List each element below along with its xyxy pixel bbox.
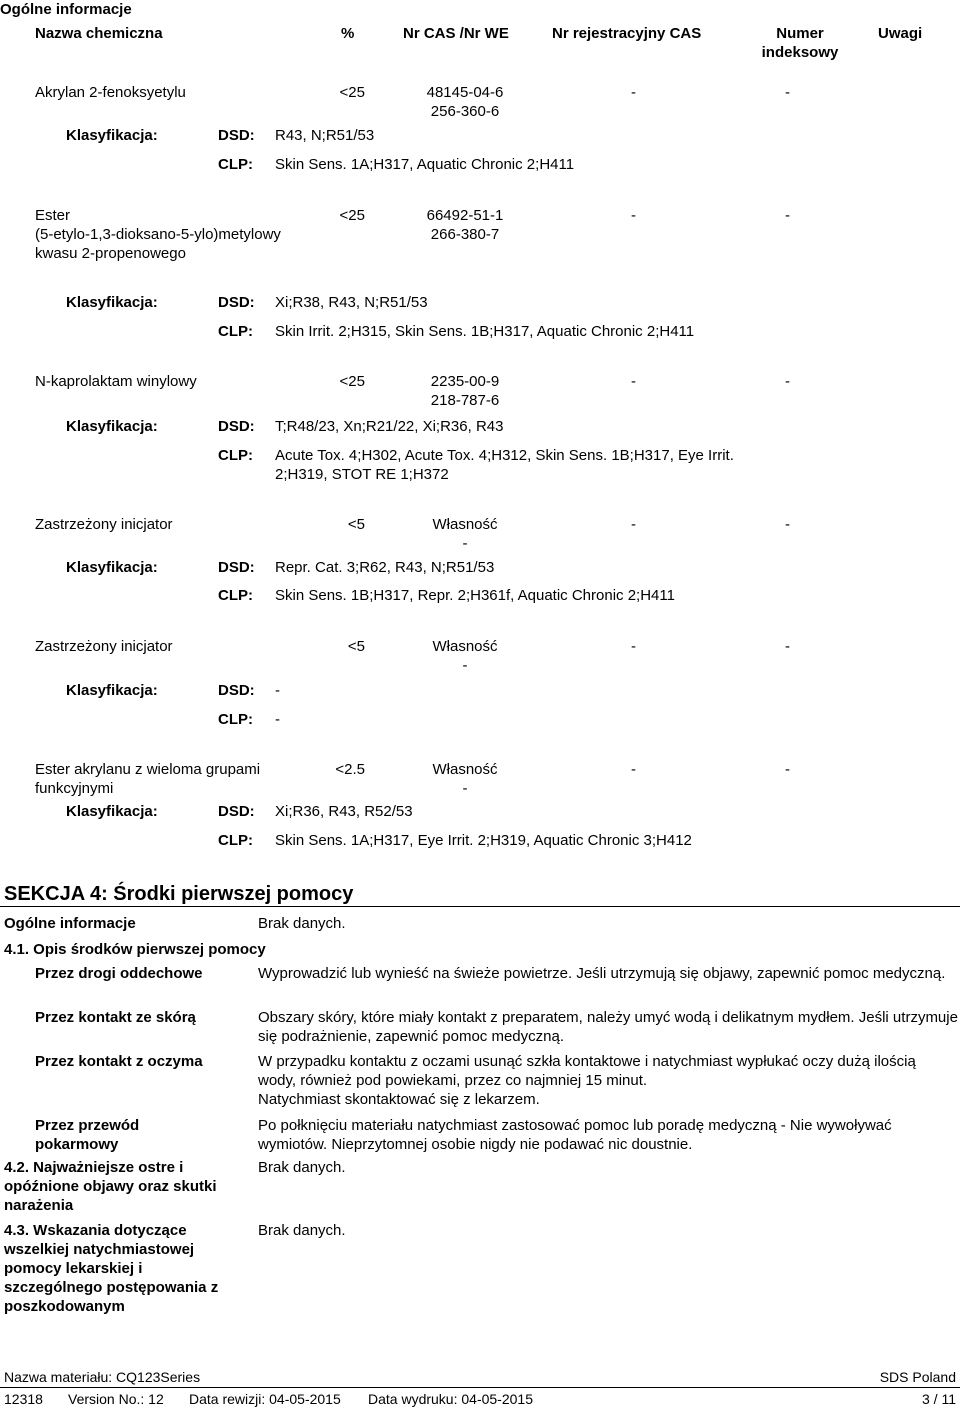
component-cas-we bbox=[420, 760, 510, 798]
component-name bbox=[35, 83, 186, 102]
clp-label: CLP: bbox=[218, 711, 253, 728]
first-aid-route-label-line: Przez drogi oddechowe bbox=[35, 965, 203, 982]
dsd-label: DSD: bbox=[218, 803, 255, 820]
dsd-value: R43, N;R51/53 bbox=[275, 127, 375, 144]
component-percent: <2.5 bbox=[335, 761, 365, 778]
component-reg-number: - bbox=[631, 84, 636, 101]
col-header-notes: Uwagi bbox=[878, 25, 923, 42]
component-cas-we bbox=[420, 515, 510, 553]
section-heading-general: Ogólne informacje bbox=[0, 1, 132, 18]
component-id-line: 2235-00-9 bbox=[430, 373, 500, 390]
col-header-index-line2: indeksowy bbox=[761, 44, 839, 61]
component-id-line: 48145-04-6 bbox=[426, 84, 504, 101]
component-name-line: funkcyjnymi bbox=[35, 780, 114, 797]
first-aid-instruction-text: W przypadku kontaktu z oczami usunąć szkła kontaktowe i natychmiast wypłukać oczy dużą ilością wody, również pod powiekami, przez co najmniej 15 minut. bbox=[258, 1053, 916, 1089]
col-header-index-line1: Numer bbox=[776, 25, 824, 42]
component-id-line: - bbox=[462, 657, 468, 674]
first-aid-route-label-line: Przez kontakt z oczyma bbox=[35, 1053, 203, 1070]
classification-label: Klasyfikacja: bbox=[66, 418, 158, 435]
component-index-number: - bbox=[785, 638, 790, 655]
component-cas-we bbox=[420, 83, 510, 121]
component-name bbox=[35, 637, 173, 656]
clp-value-line: - bbox=[275, 711, 280, 728]
dsd-value: Xi;R38, R43, N;R51/53 bbox=[275, 294, 428, 311]
component-percent: <5 bbox=[347, 638, 365, 655]
subsection-4-3-line: wszelkiej natychmiastowej bbox=[4, 1241, 195, 1258]
section-divider bbox=[0, 906, 960, 907]
subsection-4-2-line: narażenia bbox=[4, 1197, 74, 1214]
first-aid-route-label bbox=[35, 1052, 203, 1071]
component-name-line: Zastrzeżony inicjator bbox=[35, 516, 173, 533]
dsd-label: DSD: bbox=[218, 294, 255, 311]
subsection-4-2 bbox=[4, 1158, 217, 1215]
clp-value-line: Skin Sens. 1B;H317, Repr. 2;H361f, Aquatic Chronic 2;H411 bbox=[275, 587, 675, 604]
first-aid-instruction-text: Obszary skóry, które miały kontakt z preparatem, należy umyć wodą i delikatnym mydłem. Jeśli utrzymuje się podrażnienie, zapewnić pomoc medyczną. bbox=[258, 1009, 958, 1045]
clp-label: CLP: bbox=[218, 587, 253, 604]
component-reg-number: - bbox=[631, 761, 636, 778]
component-name-line: Ester bbox=[35, 207, 71, 224]
section-4-title: SEKCJA 4: Środki pierwszej pomocy bbox=[4, 883, 354, 905]
clp-label: CLP: bbox=[218, 156, 253, 173]
clp-value-line: Skin Sens. 1A;H317, Eye Irrit. 2;H319, Aquatic Chronic 3;H412 bbox=[275, 832, 692, 849]
component-percent: <25 bbox=[339, 207, 365, 224]
subsection-4-2-value: Brak danych. bbox=[258, 1159, 346, 1176]
footer-sds-label: SDS Poland bbox=[879, 1369, 956, 1385]
dsd-label: DSD: bbox=[218, 127, 255, 144]
component-id-line: - bbox=[462, 535, 468, 552]
first-aid-instruction bbox=[258, 964, 958, 983]
subsection-4-3-line: poszkodowanym bbox=[4, 1298, 125, 1315]
clp-value bbox=[275, 155, 574, 174]
col-header-index bbox=[745, 24, 855, 62]
general-info-value: Brak danych. bbox=[258, 915, 346, 932]
subsection-4-3-line: szczególnego postępowania z bbox=[4, 1279, 219, 1296]
component-percent: <25 bbox=[339, 373, 365, 390]
clp-value-line: 2;H319, STOT RE 1;H372 bbox=[275, 466, 449, 483]
component-id-line: 256-360-6 bbox=[430, 103, 500, 120]
component-name-line: kwasu 2-propenowego bbox=[35, 245, 186, 262]
subsection-4-1: 4.1. Opis środków pierwszej pomocy bbox=[4, 941, 266, 958]
component-id-line: 66492-51-1 bbox=[426, 207, 504, 224]
classification-label: Klasyfikacja: bbox=[66, 803, 158, 820]
component-index-number: - bbox=[785, 373, 790, 390]
clp-value bbox=[275, 446, 734, 484]
clp-value bbox=[275, 831, 692, 850]
classification-label: Klasyfikacja: bbox=[66, 682, 158, 699]
clp-label: CLP: bbox=[218, 447, 253, 464]
component-index-number: - bbox=[785, 84, 790, 101]
dsd-label: DSD: bbox=[218, 418, 255, 435]
component-index-number: - bbox=[785, 207, 790, 224]
component-percent: <5 bbox=[347, 516, 365, 533]
component-cas-we bbox=[420, 206, 510, 244]
clp-label: CLP: bbox=[218, 832, 253, 849]
dsd-label: DSD: bbox=[218, 559, 255, 576]
first-aid-instruction-text: Natychmiast skontaktować się z lekarzem. bbox=[258, 1091, 540, 1108]
col-header-registration: Nr rejestracyjny CAS bbox=[552, 25, 702, 42]
footer-material-name: Nazwa materiału: CQ123Series bbox=[4, 1369, 201, 1385]
clp-value-line: Skin Irrit. 2;H315, Skin Sens. 1B;H317, Aquatic Chronic 2;H411 bbox=[275, 323, 695, 340]
first-aid-route-label bbox=[35, 964, 203, 983]
subsection-4-3-value: Brak danych. bbox=[258, 1222, 346, 1239]
dsd-value: Xi;R36, R43, R52/53 bbox=[275, 803, 413, 820]
dsd-value: T;R48/23, Xn;R21/22, Xi;R36, R43 bbox=[275, 418, 504, 435]
subsection-4-3-line: pomocy lekarskiej i bbox=[4, 1260, 143, 1277]
component-id-line: 266-380-7 bbox=[430, 226, 500, 243]
component-cas-we bbox=[420, 637, 510, 675]
component-id-line: Własność bbox=[432, 761, 498, 778]
first-aid-route-label-line: pokarmowy bbox=[35, 1136, 119, 1153]
first-aid-instruction bbox=[258, 1008, 958, 1046]
clp-value bbox=[275, 586, 675, 605]
clp-label: CLP: bbox=[218, 323, 253, 340]
classification-label: Klasyfikacja: bbox=[66, 127, 158, 144]
component-id-line: - bbox=[462, 780, 468, 797]
first-aid-instruction-text: Po połknięciu materiału natychmiast zastosować pomoc lub poradę medyczną - Nie wywoływać wymiotów. Nieprzytomnej osobie nigdy nie podawać nic doustnie. bbox=[258, 1117, 892, 1153]
component-name-line: Ester akrylanu z wieloma grupami bbox=[35, 761, 261, 778]
component-name-line: Zastrzeżony inicjator bbox=[35, 638, 173, 655]
dsd-label: DSD: bbox=[218, 682, 255, 699]
component-reg-number: - bbox=[631, 373, 636, 390]
component-id-line: Własność bbox=[432, 638, 498, 655]
footer-number: 12318 bbox=[4, 1391, 43, 1407]
component-id-line: 218-787-6 bbox=[430, 392, 500, 409]
first-aid-instruction-text: Wyprowadzić lub wynieść na świeże powietrze. Jeśli utrzymują się objawy, zapewnić pomoc medyczną. bbox=[258, 965, 946, 982]
component-reg-number: - bbox=[631, 516, 636, 533]
subsection-4-3 bbox=[4, 1221, 218, 1316]
component-percent: <25 bbox=[339, 84, 365, 101]
footer-page-number: 3 / 11 bbox=[922, 1391, 956, 1407]
dsd-value: Repr. Cat. 3;R62, R43, N;R51/53 bbox=[275, 559, 495, 576]
subsection-4-2-line: 4.2. Najważniejsze ostre i bbox=[4, 1159, 184, 1176]
footer-divider bbox=[0, 1387, 960, 1388]
component-name bbox=[35, 515, 173, 534]
first-aid-route-label bbox=[35, 1008, 196, 1027]
subsection-4-2-line: opóźnione objawy oraz skutki bbox=[4, 1178, 217, 1195]
first-aid-instruction bbox=[258, 1052, 958, 1109]
component-index-number: - bbox=[785, 761, 790, 778]
dsd-value: - bbox=[275, 682, 280, 699]
component-name bbox=[35, 206, 281, 263]
clp-value-line: Acute Tox. 4;H302, Acute Tox. 4;H312, Skin Sens. 1B;H317, Eye Irrit. bbox=[275, 447, 734, 464]
footer-revision-date: Data rewizji: 04-05-2015 bbox=[189, 1391, 341, 1407]
footer-print-date: Data wydruku: 04-05-2015 bbox=[368, 1391, 533, 1407]
col-header-percent: % bbox=[341, 25, 355, 42]
component-reg-number: - bbox=[631, 207, 636, 224]
footer-version: Version No.: 12 bbox=[68, 1391, 164, 1407]
first-aid-route-label-line: Przez przewód bbox=[35, 1117, 140, 1134]
component-name-line: Akrylan 2-fenoksyetylu bbox=[35, 84, 186, 101]
component-index-number: - bbox=[785, 516, 790, 533]
clp-value bbox=[275, 322, 694, 341]
clp-value-line: Skin Sens. 1A;H317, Aquatic Chronic 2;H411 bbox=[275, 156, 575, 173]
component-name bbox=[35, 372, 197, 391]
subsection-4-3-line: 4.3. Wskazania dotyczące bbox=[4, 1222, 187, 1239]
component-name bbox=[35, 760, 260, 798]
component-id-line: Własność bbox=[432, 516, 498, 533]
clp-value bbox=[275, 710, 280, 729]
component-reg-number: - bbox=[631, 638, 636, 655]
col-header-cas-we: Nr CAS /Nr WE bbox=[403, 25, 509, 42]
col-header-name: Nazwa chemiczna bbox=[35, 25, 163, 42]
first-aid-route-label-line: Przez kontakt ze skórą bbox=[35, 1009, 196, 1026]
first-aid-instruction bbox=[258, 1116, 958, 1154]
component-name-line: (5-etylo-1,3-dioksano-5-ylo)metylowy bbox=[35, 226, 281, 243]
general-info-label: Ogólne informacje bbox=[4, 915, 136, 932]
first-aid-route-label bbox=[35, 1116, 139, 1154]
classification-label: Klasyfikacja: bbox=[66, 559, 158, 576]
component-name-line: N-kaprolaktam winylowy bbox=[35, 373, 197, 390]
component-cas-we bbox=[420, 372, 510, 410]
classification-label: Klasyfikacja: bbox=[66, 294, 158, 311]
